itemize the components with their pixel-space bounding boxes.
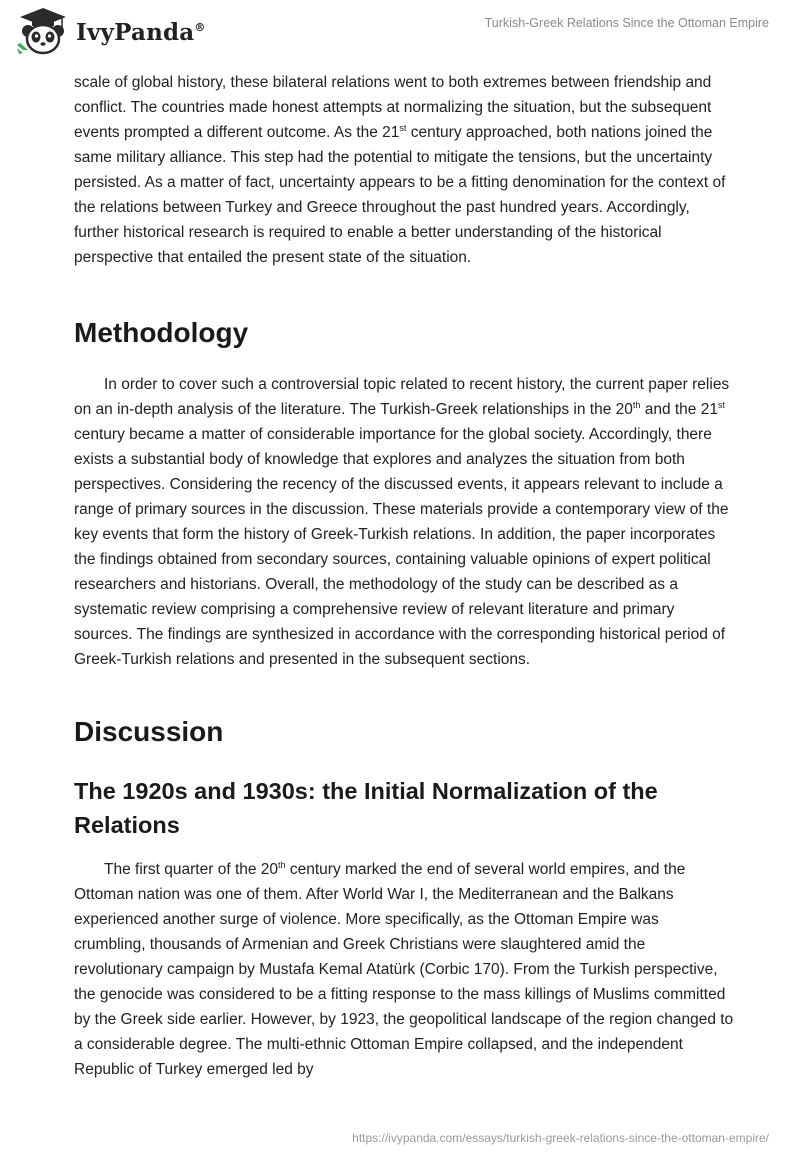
source-url[interactable]: https://ivypanda.com/essays/turkish-greek-relations-since-the-ottoman-empire/: [352, 1131, 769, 1145]
discussion-heading: Discussion: [74, 716, 224, 747]
ivypanda-logo[interactable]: [14, 6, 206, 58]
logo-wordmark: IvyPanda®: [76, 18, 206, 46]
panda-logo-icon: [14, 6, 72, 58]
page-header: [0, 0, 800, 70]
document-title: Turkish-Greek Relations Since the Ottoman Empire: [484, 16, 769, 30]
section-subheading: The 1920s and 1930s: the Initial Normalization of the Relations: [74, 778, 658, 838]
intro-paragraph: scale of global history, these bilateral relations went to both extremes between friendship and conflict. The countries made honest attempts at normalizing the situation, but the subsequent events prompted a different outcome. As the 21st century approached, both nations joined the same military alliance. This step had the potential to mitigate the tensions, but the uncertainty persisted. As a matter of fact, uncertainty appears to be a fitting denomination for the context of the relations between Turkey and Greece throughout the past hundred years. Accordingly, further historical research is required to enable a better understanding of the historical perspective that entailed the present state of the situation.: [74, 74, 726, 266]
methodology-heading: Methodology: [74, 317, 249, 348]
discussion-paragraph: The first quarter of the 20th century marked the end of several world empires, and the Ottoman nation was one of them. After World War I, the Mediterranean and the Balkans experienced another surge of violence. More specifically, as the Ottoman Empire was crumbling, thousands of Armenian and Greek Christians were slaughtered amid the revolutionary campaign by Mustafa Kemal Atatürk (Corbic 170). From the Turkish perspective, the genocide was considered to be a fitting response to the mass killings of Muslims committed by the Greek side earlier. However, by 1923, the geopolitical landscape of the region changed to a considerable degree. The multi-ethnic Ottoman Empire collapsed, and the independent Republic of Turkey emerged led by: [74, 860, 734, 1078]
methodology-paragraph: In order to cover such a controversial topic related to recent history, the current paper relies on an in-depth analysis of the literature. The Turkish-Greek relationships in the 20th and the 21st century became a matter of considerable importance for the global society. Accordingly, there exists a substantial body of knowledge that explores and analyzes the situation from both perspectives. Considering the recency of the discussed events, it appears relevant to include a range of primary sources in the discussion. These materials provide a contemporary view of the key events that form the history of Greek-Turkish relations. In addition, the paper incorporates the findings obtained from secondary sources, containing valuable opinions of expert political researchers and historians. Overall, the methodology of the study can be described as a systematic review comprising a comprehensive review of relevant literature and primary sources. The findings are synthesized in accordance with the corresponding historical period of Greek-Turkish relations and presented in the subsequent sections.: [74, 376, 730, 668]
